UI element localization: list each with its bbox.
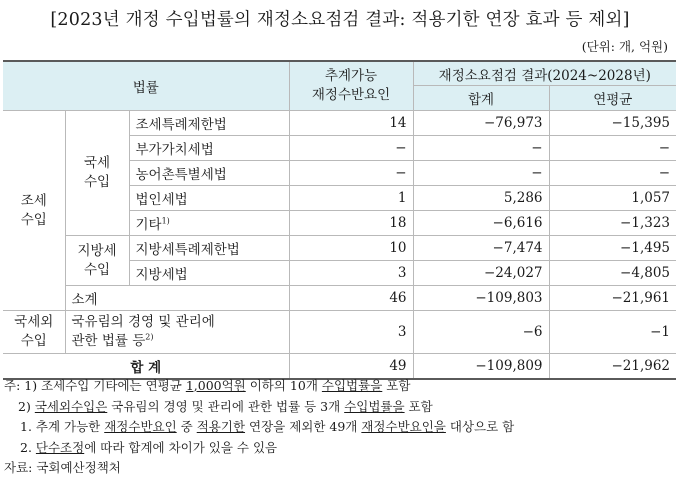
row-avg: 1,057 bbox=[549, 186, 676, 211]
unit-label: (단위: 개, 억원) bbox=[581, 39, 668, 54]
row-total: −6,616 bbox=[413, 211, 549, 236]
row-name: 기타 bbox=[135, 217, 162, 233]
row-total: −7,474 bbox=[413, 236, 549, 261]
footnotes bbox=[4, 376, 514, 479]
row-name: 법인세법 bbox=[129, 186, 289, 211]
row-count: 14 bbox=[289, 111, 413, 136]
row-total: − bbox=[413, 161, 549, 186]
row-total: −109,803 bbox=[413, 286, 549, 311]
header-result-group: 재정소요점검 결과(2024~2028년) bbox=[413, 61, 676, 86]
note-text: 2. bbox=[20, 439, 36, 455]
note-text: 1. 추계 가능한 bbox=[20, 419, 105, 434]
note-2 bbox=[4, 397, 514, 418]
header-law: 법률 bbox=[3, 61, 289, 111]
row-avg: − bbox=[549, 136, 676, 161]
row-name: 부가가치세법 bbox=[129, 136, 289, 161]
note-text: 연장을 제외한 49개 bbox=[245, 419, 362, 434]
fiscal-table bbox=[3, 60, 676, 380]
note-text: 포함 bbox=[382, 378, 411, 393]
note-underlined: 수입법률을 bbox=[344, 398, 405, 414]
note-text: 국유림의 경영 및 관리에 관한 법률 등 3개 bbox=[107, 398, 345, 414]
page-title: [2023년 개정 수입법률의 재정소요점검 결과: 적용기한 연장 효과 등 제외] bbox=[50, 10, 630, 30]
note-underlined: 국세외수입은 bbox=[34, 398, 108, 414]
note-underlined: 재정수반요인 bbox=[104, 419, 177, 434]
row-count: 3 bbox=[289, 311, 413, 354]
row-name-line2: 관한 법률 등 bbox=[71, 333, 146, 349]
footnote-marker: 1) bbox=[161, 216, 170, 226]
row-total: −6 bbox=[413, 311, 549, 354]
note-underlined: 수입법률을 bbox=[321, 378, 383, 393]
row-name: 조세특례제한법 bbox=[129, 111, 289, 136]
row-count: 49 bbox=[289, 354, 413, 380]
row-total: −109,809 bbox=[413, 354, 549, 380]
row-total: − bbox=[413, 136, 549, 161]
note-underlined: 재정수반요인을 bbox=[361, 419, 446, 434]
source-note: 자료: 국회예산정책처 bbox=[4, 460, 121, 475]
row-count: 18 bbox=[289, 211, 413, 236]
note-text: 대상으로 함 bbox=[445, 419, 515, 434]
row-name: 합 계 bbox=[3, 354, 289, 380]
row-avg: −15,395 bbox=[549, 111, 676, 136]
row-total: −76,973 bbox=[413, 111, 549, 136]
row-name-cell bbox=[129, 211, 289, 236]
group-local-tax: 지방세 수입 bbox=[65, 236, 129, 286]
row-avg: −1 bbox=[549, 311, 676, 354]
header-count-line2: 재정수반요인 bbox=[311, 87, 391, 103]
row-name: 지방세법 bbox=[129, 261, 289, 286]
row-count: − bbox=[289, 136, 413, 161]
note-text: 에 따라 합계에 차이가 있을 수 있음 bbox=[84, 439, 278, 455]
row-count: 3 bbox=[289, 261, 413, 286]
table-row bbox=[3, 111, 676, 136]
row-avg: −21,961 bbox=[549, 286, 676, 311]
table-header-row bbox=[3, 61, 676, 86]
note-text: 중 bbox=[176, 419, 197, 434]
note-underlined: 1,000억원 bbox=[185, 378, 246, 393]
table-row bbox=[3, 311, 676, 354]
row-name: 지방세특례제한법 bbox=[129, 236, 289, 261]
row-avg: − bbox=[549, 161, 676, 186]
row-avg: −21,962 bbox=[549, 354, 676, 380]
note-text: 이하의 10개 bbox=[245, 378, 322, 393]
header-annual-avg: 연평균 bbox=[549, 86, 676, 111]
row-name-cell bbox=[65, 311, 289, 354]
note-4 bbox=[4, 438, 514, 459]
note-underlined: 단수조정 bbox=[35, 439, 85, 455]
group-national-tax: 국세 수입 bbox=[65, 111, 129, 236]
row-count: 46 bbox=[289, 286, 413, 311]
row-count: − bbox=[289, 161, 413, 186]
footnote-marker: 2) bbox=[145, 332, 154, 342]
note-text: 2) bbox=[18, 398, 35, 414]
table-row bbox=[3, 236, 676, 261]
subtotal-row bbox=[3, 286, 676, 311]
row-count: 10 bbox=[289, 236, 413, 261]
row-total: −24,027 bbox=[413, 261, 549, 286]
group-tax-revenue: 조세 수입 bbox=[3, 111, 65, 311]
row-name-line1: 국유림의 경영 및 관리에 bbox=[71, 314, 215, 330]
header-total: 합계 bbox=[413, 86, 549, 111]
note-text: 주: 1) 조세수입 기타에는 연평균 bbox=[4, 378, 186, 393]
row-total: 5,286 bbox=[413, 186, 549, 211]
row-name: 농어촌특별세법 bbox=[129, 161, 289, 186]
row-avg: −1,495 bbox=[549, 236, 676, 261]
note-underlined: 적용기한 bbox=[196, 419, 246, 434]
row-count: 1 bbox=[289, 186, 413, 211]
note-text: 포함 bbox=[404, 398, 433, 414]
note-1 bbox=[4, 376, 514, 397]
note-3 bbox=[4, 417, 514, 438]
group-non-tax: 국세외 수입 bbox=[3, 311, 65, 354]
row-name: 소계 bbox=[65, 286, 289, 311]
row-avg: −4,805 bbox=[549, 261, 676, 286]
header-count bbox=[289, 61, 413, 111]
header-count-line1: 추계가능 bbox=[324, 68, 378, 84]
row-avg: −1,323 bbox=[549, 211, 676, 236]
